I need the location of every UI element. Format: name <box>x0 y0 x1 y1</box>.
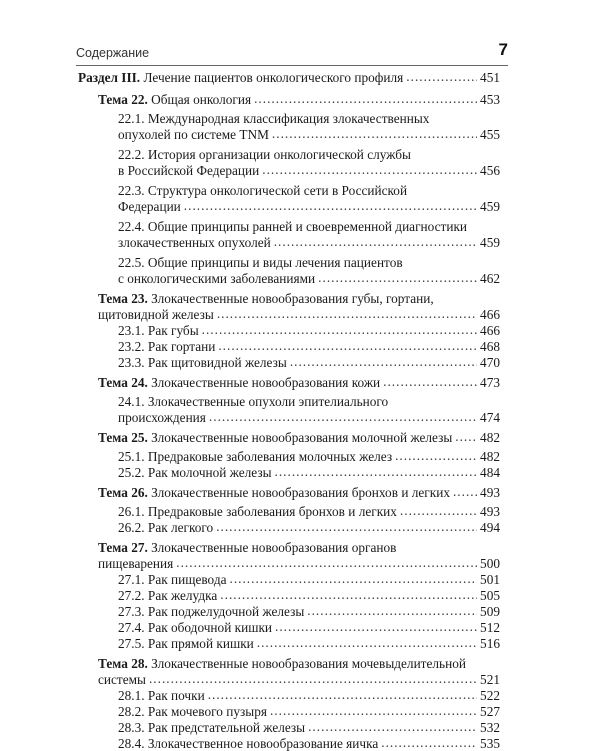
toc-entry-text <box>98 556 173 571</box>
toc-entry-text <box>118 339 215 354</box>
header-page-number: 7 <box>498 40 508 59</box>
dot-leader <box>308 719 477 734</box>
toc-entry-title: 28.3. Рак предстательной железы <box>118 720 306 735</box>
toc-entry <box>98 430 500 445</box>
toc-entry-title: Злокачественные новообразования бронхов и легких <box>147 485 450 500</box>
toc-entry-text <box>118 235 271 250</box>
toc-entry-title: опухолей по системе TNM <box>118 127 269 142</box>
toc-page-number: 470 <box>480 355 500 370</box>
toc-entry <box>118 688 500 703</box>
toc-entry <box>118 355 500 370</box>
toc-entry-text <box>98 672 146 687</box>
toc-entry-title: 22.3. Структура онкологической сети в Российской <box>118 183 408 198</box>
toc-entry-label: Тема 27. <box>98 540 148 555</box>
dot-leader <box>274 234 477 249</box>
toc-entry-text <box>98 430 452 445</box>
toc-entry-text <box>118 520 213 535</box>
toc-entry <box>118 339 500 354</box>
toc-entry-text <box>118 736 378 751</box>
toc-page-number: 473 <box>480 375 500 390</box>
dot-leader <box>257 635 477 650</box>
toc-entry-title: 27.4. Рак ободочной кишки <box>118 620 273 635</box>
toc-entry-text <box>118 720 305 735</box>
toc-entry <box>78 70 500 85</box>
toc-entry-title: системы <box>98 672 146 687</box>
toc-entry-label: Тема 25. <box>98 430 148 445</box>
toc-page-number: 532 <box>480 720 500 735</box>
toc-entry <box>98 307 500 322</box>
toc-entry-text <box>98 92 251 107</box>
dot-leader <box>395 448 477 463</box>
toc-entry <box>118 720 500 735</box>
dot-leader <box>216 519 477 534</box>
toc-entry-title: 23.2. Рак гортани <box>118 339 216 354</box>
dot-leader <box>307 603 477 618</box>
toc-entry-continuation <box>98 291 434 306</box>
toc-entry-title: в Российской Федерации <box>118 163 260 178</box>
toc-entry-text <box>118 163 259 178</box>
toc-entry-title: Злокачественные новообразования кожи <box>147 375 381 390</box>
toc-page-number: 493 <box>480 485 500 500</box>
toc-entry-title: Лечение пациентов онкологического профиля <box>140 70 404 85</box>
toc-page-number: 509 <box>480 604 500 619</box>
toc-entry <box>98 92 500 107</box>
toc-page-number: 500 <box>480 556 500 571</box>
toc-entry-title: Злокачественные новообразования губы, гортани, <box>147 291 434 306</box>
toc-entry <box>118 271 500 286</box>
toc-page-number: 527 <box>480 704 500 719</box>
toc-entry-text <box>98 656 466 671</box>
toc-entry-text <box>118 604 304 619</box>
dot-leader <box>254 91 477 106</box>
toc-entry-text <box>98 485 450 500</box>
toc-entry <box>118 736 500 751</box>
toc-entry <box>118 504 500 519</box>
toc-entry <box>118 410 500 425</box>
toc-entry-text <box>98 307 214 322</box>
toc-entry-text <box>118 127 269 142</box>
toc-entry <box>118 572 500 587</box>
toc-entry-title: с онкологическими заболеваниями <box>118 271 316 286</box>
dot-leader <box>220 587 477 602</box>
toc-entry <box>118 235 500 250</box>
toc-entry-continuation <box>98 656 466 671</box>
toc-entry <box>98 556 500 571</box>
toc-entry-continuation <box>98 540 396 555</box>
toc-entry-label: Тема 24. <box>98 375 148 390</box>
toc-page-number: 466 <box>480 307 500 322</box>
toc-entry-text <box>118 620 272 635</box>
toc-page-number: 521 <box>480 672 500 687</box>
toc-entry-label: Тема 28. <box>98 656 148 671</box>
toc-entry-title: 23.3. Рак щитовидной железы <box>118 355 287 370</box>
toc-entry-title: Общая онкология <box>147 92 252 107</box>
toc-entry <box>118 704 500 719</box>
toc-entry-text <box>98 540 396 555</box>
dot-leader <box>176 555 477 570</box>
toc-entry-title: Федерации <box>118 199 181 214</box>
toc-entry-title: 24.1. Злокачественные опухоли эпителиального <box>118 394 389 409</box>
toc-entry-text <box>118 704 267 719</box>
toc-entry <box>118 199 500 214</box>
toc-entry <box>118 127 500 142</box>
toc-page-number: 456 <box>480 163 500 178</box>
toc-entry-title: 27.5. Рак прямой кишки <box>118 636 254 651</box>
dot-leader <box>202 322 477 337</box>
toc-page-number: 516 <box>480 636 500 651</box>
toc-entry-label: Тема 26. <box>98 485 148 500</box>
dot-leader <box>184 198 477 213</box>
toc-entry-title: 22.5. Общие принципы и виды лечения пациентов <box>118 255 403 270</box>
toc-page-number: 459 <box>480 235 500 250</box>
toc-entry-label: Раздел III. <box>78 70 141 85</box>
dot-leader <box>275 464 478 479</box>
dot-leader <box>218 338 477 353</box>
toc-entry <box>118 604 500 619</box>
dot-leader <box>230 571 478 586</box>
dot-leader <box>270 703 477 718</box>
toc-entry-title: 28.4. Злокачественное новообразование яичка <box>118 736 379 751</box>
toc-page-number: 482 <box>480 430 500 445</box>
toc-entry-text <box>118 504 397 519</box>
toc-entry-label: Тема 23. <box>98 291 148 306</box>
toc-entry <box>118 323 500 338</box>
toc-entry <box>98 485 500 500</box>
toc-page-number: 453 <box>480 92 500 107</box>
toc-entry <box>118 520 500 535</box>
dot-leader <box>455 429 477 444</box>
toc-entry-title: 28.1. Рак почки <box>118 688 205 703</box>
dot-leader <box>208 687 477 702</box>
toc-entry-title: 25.1. Предраковые заболевания молочных желез <box>118 449 393 464</box>
toc-entry-title: Злокачественные новообразования органов <box>147 540 397 555</box>
dot-leader <box>272 126 477 141</box>
toc-entry-text <box>118 636 254 651</box>
toc-entry-title: 27.3. Рак поджелудочной железы <box>118 604 305 619</box>
toc-entry-continuation <box>118 394 388 409</box>
toc-entry-text <box>118 219 467 234</box>
toc-entry-title: 27.2. Рак желудка <box>118 588 218 603</box>
toc-entry-continuation <box>118 255 403 270</box>
toc-entry-title: 22.4. Общие принципы ранней и своевременной диагностики <box>118 219 468 234</box>
toc-entry-continuation <box>118 183 407 198</box>
toc-entry-text <box>98 291 434 306</box>
toc-entry-title: 22.1. Международная классификация злокачественных <box>118 111 430 126</box>
dot-leader <box>400 503 477 518</box>
toc-page-number: 493 <box>480 504 500 519</box>
toc-page-number: 522 <box>480 688 500 703</box>
toc-entry <box>118 449 500 464</box>
toc-entry <box>118 465 500 480</box>
toc-entry-label: Тема 22. <box>98 92 148 107</box>
toc-entry-title: Злокачественные новообразования мочевыделительной <box>147 656 466 671</box>
toc-entry-title: 26.1. Предраковые заболевания бронхов и легких <box>118 504 397 519</box>
toc-entry-text <box>118 449 392 464</box>
dot-leader <box>275 619 477 634</box>
toc-entry-title: 28.2. Рак мочевого пузыря <box>118 704 267 719</box>
dot-leader <box>406 69 477 84</box>
header-title: Содержание <box>76 46 150 60</box>
toc-entry-title: 26.2. Рак легкого <box>118 520 214 535</box>
toc-entry-title: Злокачественные новообразования молочной железы <box>147 430 453 445</box>
dot-leader <box>217 306 477 321</box>
toc-entry-text <box>118 111 429 126</box>
toc-entry-continuation <box>118 111 429 126</box>
toc-entry-title: происхождения <box>118 410 206 425</box>
toc-entry-text <box>118 394 388 409</box>
toc-entry-text <box>118 147 411 162</box>
toc-page-number: 468 <box>480 339 500 354</box>
toc-entry-title: 23.1. Рак губы <box>118 323 199 338</box>
toc-entry-text <box>118 255 403 270</box>
toc-page-number: 459 <box>480 199 500 214</box>
toc-entry-title: злокачественных опухолей <box>118 235 271 250</box>
toc-entry-title: пищеварения <box>98 556 174 571</box>
toc-entry-text <box>118 572 227 587</box>
toc-entry-text <box>118 688 205 703</box>
toc-entry-text <box>118 323 199 338</box>
toc-entry-text <box>118 183 407 198</box>
toc-entry-title: щитовидной железы <box>98 307 214 322</box>
toc-entry <box>98 375 500 390</box>
toc-entry-title: 25.2. Рак молочной железы <box>118 465 272 480</box>
toc-page-number: 451 <box>480 70 500 85</box>
toc-entry-title: 27.1. Рак пищевода <box>118 572 227 587</box>
toc-entry-text <box>118 355 287 370</box>
dot-leader <box>209 409 477 424</box>
toc-page-number: 466 <box>480 323 500 338</box>
toc-entry <box>98 672 500 687</box>
toc-entry-text <box>118 271 315 286</box>
dot-leader <box>383 374 477 389</box>
toc-entry-continuation <box>118 219 467 234</box>
toc-entry-text <box>118 465 272 480</box>
dot-leader <box>262 162 477 177</box>
dot-leader <box>381 735 477 750</box>
toc-page-number: 462 <box>480 271 500 286</box>
toc-page-number: 484 <box>480 465 500 480</box>
toc-entry <box>118 620 500 635</box>
toc-entry <box>118 163 500 178</box>
toc-page-number: 501 <box>480 572 500 587</box>
dot-leader <box>318 270 477 285</box>
toc-page-number: 482 <box>480 449 500 464</box>
toc-page-number: 494 <box>480 520 500 535</box>
toc-page-number: 512 <box>480 620 500 635</box>
toc-page-number: 535 <box>480 736 500 751</box>
toc-entry-text <box>118 410 206 425</box>
dot-leader <box>290 354 477 369</box>
dot-leader <box>149 671 477 686</box>
toc-entry-continuation <box>118 147 411 162</box>
toc-page-number: 505 <box>480 588 500 603</box>
toc-page-number: 474 <box>480 410 500 425</box>
toc-entry <box>118 636 500 651</box>
toc-entry-text <box>78 70 403 85</box>
toc-entry-text <box>118 199 181 214</box>
toc-entry-title: 22.2. История организации онкологической службы <box>118 147 411 162</box>
toc-entry-text <box>118 588 217 603</box>
toc-page-number: 455 <box>480 127 500 142</box>
dot-leader <box>453 484 477 499</box>
toc-entry-text <box>98 375 380 390</box>
toc-entry <box>118 588 500 603</box>
